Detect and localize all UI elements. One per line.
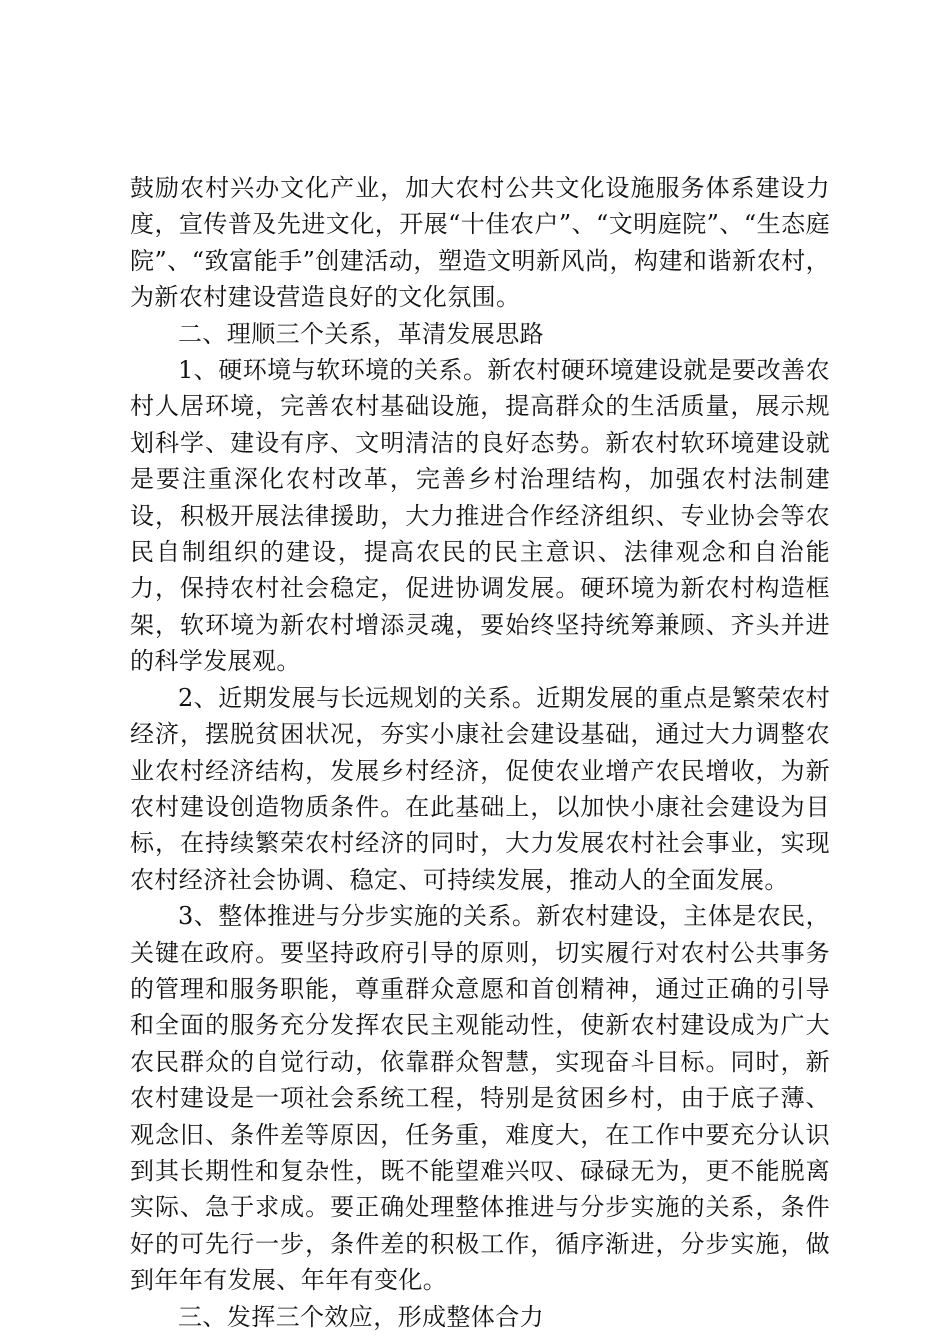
paragraph-overall-stepwise: 3、整体推进与分步实施的关系。新农村建设，主体是农民，关键在政府。要坚持政府引导的原则，切实履行对农村公共事务的管理和服务职能，尊重群众意愿和首创精神，通过正确的引导和全面的服务充分发挥农民主观能动性，使新农村建设成为广大农民群众的自觉行动，依靠群众智慧，实现奋斗目标。同时，新农村建设是一项社会系统工程，特别是贫困乡村，由于底子薄、观念旧、条件差等原因，任务重，难度大，在工作中要充分认识到其长期性和复杂性，既不能望难兴叹、碌碌无为，更不能脱离实际、急于求成。要正确处理整体推进与分步实施的关系，条件好的可先行一步，条件差的积极工作，循序渐进，分步实施，做到年年有发展、年年有变化。: [130, 902, 830, 1295]
section-heading-three: 三、发挥三个效应，形成整体合力: [178, 1302, 544, 1331]
paragraph-near-long-term: 2、近期发展与长远规划的关系。近期发展的重点是繁荣农村经济，摆脱贫困状况，夯实小康社会建设基础，通过大力调整农业农村经济结构，发展乡村经济，促使农业增产农民增收，为新农村建设创造物质条件。在此基础上，以加快小康社会建设为目标，在持续繁荣农村经济的同时，大力发展农村社会事业，实现农村经济社会协调、稳定、可持续发展，推动人的全面发展。: [130, 683, 830, 894]
paragraph-culture-continuation: 鼓励农村兴办文化产业，加大农村公共文化设施服务体系建设力度，宣传普及先进文化，开展“十佳农户”、“文明庭院”、“生态庭院”、“致富能手”创建活动，塑造文明新风尚，构建和谐新农村，为新农村建设营造良好的文化氛围。: [130, 174, 830, 312]
paragraph-hard-soft-environment: 1、硬环境与软环境的关系。新农村硬环境建设就是要改善农村人居环境，完善农村基础设施，提高群众的生活质量，展示规划科学、建设有序、文明清洁的良好态势。新农村软环境建设就是要注重深化农村改革，完善乡村治理结构，加强农村法制建设，积极开展法律援助，大力推进合作经济组织、专业协会等农民自制组织的建设，提高农民的民主意识、法律观念和自治能力，保持农村社会稳定，促进协调发展。硬环境为新农村构造框架，软环境为新农村增添灵魂，要始终坚持统筹兼顾、齐头并进的科学发展观。: [130, 356, 830, 676]
document-body: [130, 170, 830, 1335]
section-heading-two: 二、理顺三个关系，革清发展思路: [178, 319, 544, 348]
